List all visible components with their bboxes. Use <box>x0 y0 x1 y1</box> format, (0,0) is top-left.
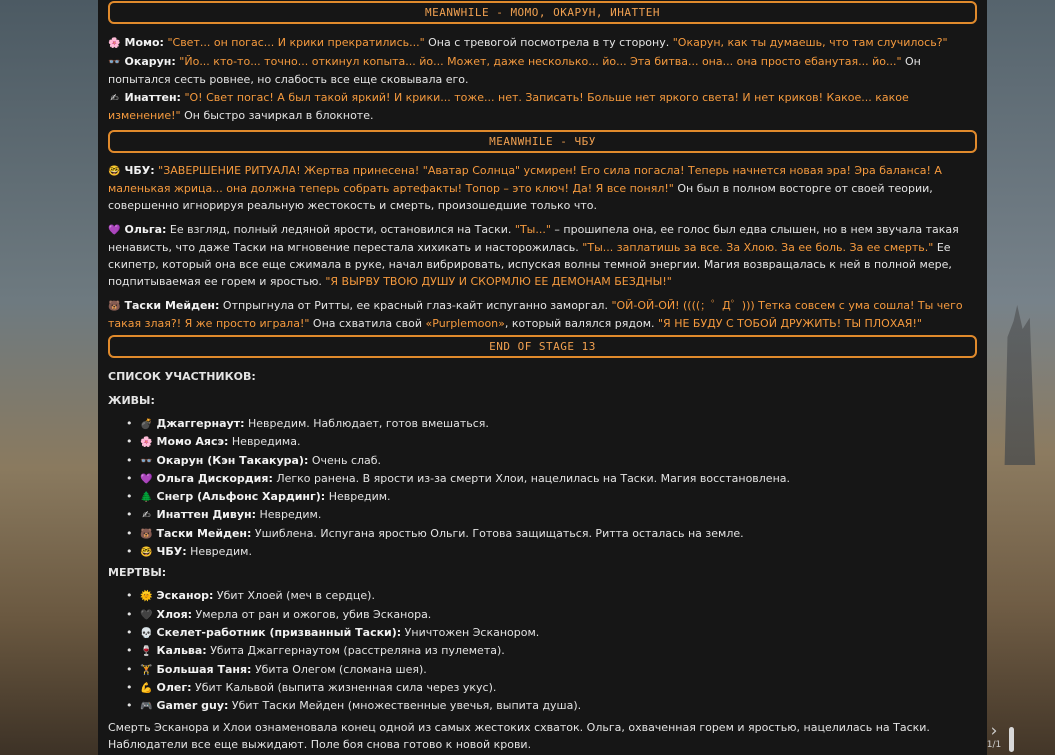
participant-status: Убит Хлоей (меч в сердце). <box>213 589 375 603</box>
list-item <box>126 697 977 715</box>
participant-status: Невредим. <box>325 490 391 504</box>
quote: "Ты... заплатишь за все. За Хлою. За ее боль. За ее смерть." <box>582 241 934 254</box>
flower-icon: 🌸 <box>140 437 153 449</box>
glasses-icon: 👓 <box>140 455 153 467</box>
participant-name: Момо Аясэ: <box>156 435 229 449</box>
closing-paragraph: Смерть Эсканора и Хлои ознаменовала конец одной из самых жестоких схваток. Ольга, охваченная горем и яростью, нацелилась на Таски. Наблюдатели все еще выжидают. Поле боя снова готово к новой крови. <box>108 721 930 752</box>
list-item <box>126 506 977 524</box>
list-item <box>126 661 977 679</box>
list-item <box>126 543 977 561</box>
participant-status: Убита Олегом (сломана шея). <box>251 662 427 676</box>
speaker-name: Момо: <box>124 36 164 49</box>
participant-status: Невредим. <box>256 508 322 522</box>
participant-status: Убита Джаггернаутом (расстреляна из пулемета). <box>206 644 505 658</box>
purple-heart-icon: 💜 <box>108 225 121 236</box>
writing-hand-icon: ✍ <box>110 93 119 104</box>
flexed-biceps-icon: 💪 <box>140 682 153 694</box>
page-counter: 1/1 <box>986 740 1002 750</box>
participant-name: Окарун (Кэн Такакура): <box>156 453 309 467</box>
gamepad-icon: 🎮 <box>140 701 153 713</box>
quote: "Йо... кто-то... точно... откинул копыта... йо... Может, даже несколько... йо... Эта битва... она... она просто ебанутая... йо..." <box>179 55 902 68</box>
participant-status: Очень слаб. <box>308 453 382 467</box>
participant-status: Невредим. <box>186 545 252 559</box>
narration: Он быстро зачиркал в блокноте. <box>180 109 374 122</box>
paragraph-momo <box>108 34 977 52</box>
participant-name: Gamer guy: <box>156 699 229 713</box>
paragraph-chbu <box>108 162 977 214</box>
banner-meanwhile-momo: MEANWHILE - МОМО, ОКАРУН, ИНАТТЕН <box>108 1 977 24</box>
participant-name: Хлоя: <box>156 607 193 621</box>
quote: "ОЙ-ОЙ-ОЙ! ((((；゜Д゜))) Тетка совсем с ума сошла! Ты чего такая злая?! Я же просто играла!" <box>108 299 963 330</box>
paragraph-okarun <box>108 53 977 88</box>
quote: "Ты..." <box>514 223 551 236</box>
glasses-icon: 👓 <box>108 57 121 68</box>
narration: Ее взгляд, полный ледяной ярости, остановился на Таски. <box>166 223 515 236</box>
participant-name: Снегр (Альфонс Хардинг): <box>156 490 326 504</box>
paragraph-olga <box>108 221 977 290</box>
narration: Он был в полном восторге от своей теории, совершенно игнорируя реальную жестокость и смерть, произошедшие только что. <box>108 182 933 212</box>
bomb-icon: 💣 <box>140 419 153 430</box>
list-item <box>126 525 977 543</box>
participant-name: Таски Мейден: <box>156 526 252 540</box>
participant-name: Кальва: <box>156 644 207 658</box>
narration: Он попытался сесть ровнее, но слабость все еще сковывала его. <box>108 55 921 86</box>
list-item <box>126 452 977 470</box>
purple-heart-icon: 💜 <box>140 473 153 485</box>
dead-title: МЕРТВЫ: <box>108 566 167 580</box>
nerd-face-icon: 🤓 <box>108 166 121 177</box>
speaker-name: ЧБУ: <box>124 164 155 177</box>
narration: , который валялся рядом. <box>504 317 658 330</box>
quote: "Я НЕ БУДУ С ТОБОЙ ДРУЖИТЬ! ТЫ ПЛОХАЯ!" <box>658 317 922 330</box>
participant-name: Олег: <box>156 680 192 694</box>
speaker-name: Ольга: <box>124 223 167 236</box>
speaker-name: Окарун: <box>124 55 176 68</box>
participant-name: Скелет-работник (призванный Таски): <box>156 625 402 639</box>
participant-name: Джаггернаут: <box>156 417 245 430</box>
skull-icon: 💀 <box>140 627 153 639</box>
pager <box>984 722 1004 752</box>
quote: "Окарун, как ты думаешь, что там случилось?" <box>672 36 948 49</box>
list-item <box>126 642 977 660</box>
sun-icon: 🌞 <box>140 591 153 603</box>
participant-name: Эсканор: <box>156 589 214 603</box>
message-panel <box>98 0 987 755</box>
flower-icon: 🌸 <box>108 38 121 49</box>
list-item <box>126 488 977 506</box>
quote: "Свет... он погас... И крики прекратились..." <box>167 36 425 49</box>
alive-list <box>126 415 977 561</box>
list-item <box>126 433 977 451</box>
background-left <box>0 0 98 755</box>
participant-status: Умерла от ран и ожогов, убив Эсканора. <box>192 607 432 621</box>
speaker-name: Инаттен: <box>124 91 181 104</box>
alive-title: ЖИВЫ: <box>108 394 155 407</box>
banner-end-of-stage: END OF STAGE 13 <box>108 335 977 358</box>
narration: Она схватила свой <box>309 317 426 330</box>
nerd-face-icon: 🤓 <box>140 547 153 559</box>
participant-name: Инаттен Дивун: <box>156 508 257 522</box>
quote: "О! Свет погас! А был такой яркий! И крики... тоже... нет. Записать! Больше нет яркого света! И нет криков! Какое... какое изменение!" <box>108 91 909 122</box>
participant-status: Легко ранена. В ярости из-за смерти Хлои, нацелилась на Таски. Магия восстановлена. <box>272 471 791 485</box>
participant-status: Ушиблена. Испугана яростью Ольги. Готова защищаться. Ритта осталась на земле. <box>251 526 744 540</box>
list-item <box>126 624 977 642</box>
participant-status: Уничтожен Эсканором. <box>401 625 540 639</box>
narration: – прошипела она, ее голос был едва слышен, но в нем звучала такая ненависть, что даже Таски на мгновение перестала хихикать и насторожилась. <box>108 223 959 254</box>
list-item <box>126 470 977 488</box>
paragraph-taski <box>108 297 977 332</box>
list-item <box>126 679 977 697</box>
dead-list <box>126 587 977 715</box>
writing-hand-icon: ✍ <box>142 510 151 522</box>
list-item <box>126 587 977 605</box>
tree-icon: 🌲 <box>140 492 153 504</box>
participant-status: Убит Кальвой (выпита жизненная сила через укус). <box>191 680 497 694</box>
narration: Ее скипетр, который она все еще сжимала в руке, начал вибрировать, испуская волны темной энергии. Магия возвращалась к ней в полной мере, подпитываемая ее горем и яростью. <box>108 241 952 288</box>
background-right <box>987 0 1055 755</box>
banner-meanwhile-chbu: MEANWHILE - ЧБУ <box>108 130 977 153</box>
participant-status: Невредим. Наблюдает, готов вмешаться. <box>244 417 489 430</box>
participant-name: Ольга Дискордия: <box>156 471 273 485</box>
wine-glass-icon: 🍷 <box>140 646 153 658</box>
next-arrow-icon[interactable]: › <box>990 721 998 741</box>
participant-name: Большая Таня: <box>156 662 252 676</box>
bear-icon: 🐻 <box>108 301 121 312</box>
quote: «Purplemoon» <box>425 317 505 330</box>
narration: Она с тревогой посмотрела в ту сторону. <box>424 36 673 49</box>
bear-icon: 🐻 <box>140 528 153 540</box>
quote: "Я ВЫРВУ ТВОЮ ДУШУ И СКОРМЛЮ ЕЕ ДЕМОНАМ БЕЗДНЫ!" <box>325 275 672 288</box>
weightlifter-icon: 🏋 <box>140 664 153 676</box>
paragraph-inatten <box>108 89 977 124</box>
black-heart-icon: 🖤 <box>140 609 153 621</box>
list-item <box>126 606 977 624</box>
narration: Отпрыгнула от Ритты, ее красный глаз-кайт испуганно заморгал. <box>219 299 612 312</box>
list-item <box>126 415 977 433</box>
participant-name: ЧБУ: <box>156 545 187 559</box>
quote: "ЗАВЕРШЕНИЕ РИТУАЛА! Жертва принесена! "Аватар Солнца" усмирен! Его сила погасла! Теперь начнется новая эра! Эра баланса! А маленькая жрица... она должна теперь собрать артефакты! Топор – это ключ! Да! Я все понял!" <box>108 164 942 195</box>
speaker-name: Таски Мейден: <box>124 299 220 312</box>
participant-status: Невредима. <box>228 435 301 449</box>
scrollbar-thumb[interactable] <box>1009 727 1014 752</box>
roster-title: СПИСОК УЧАСТНИКОВ: <box>108 370 256 383</box>
participant-status: Убит Таски Мейден (множественные увечья, выпита душа). <box>228 699 582 713</box>
